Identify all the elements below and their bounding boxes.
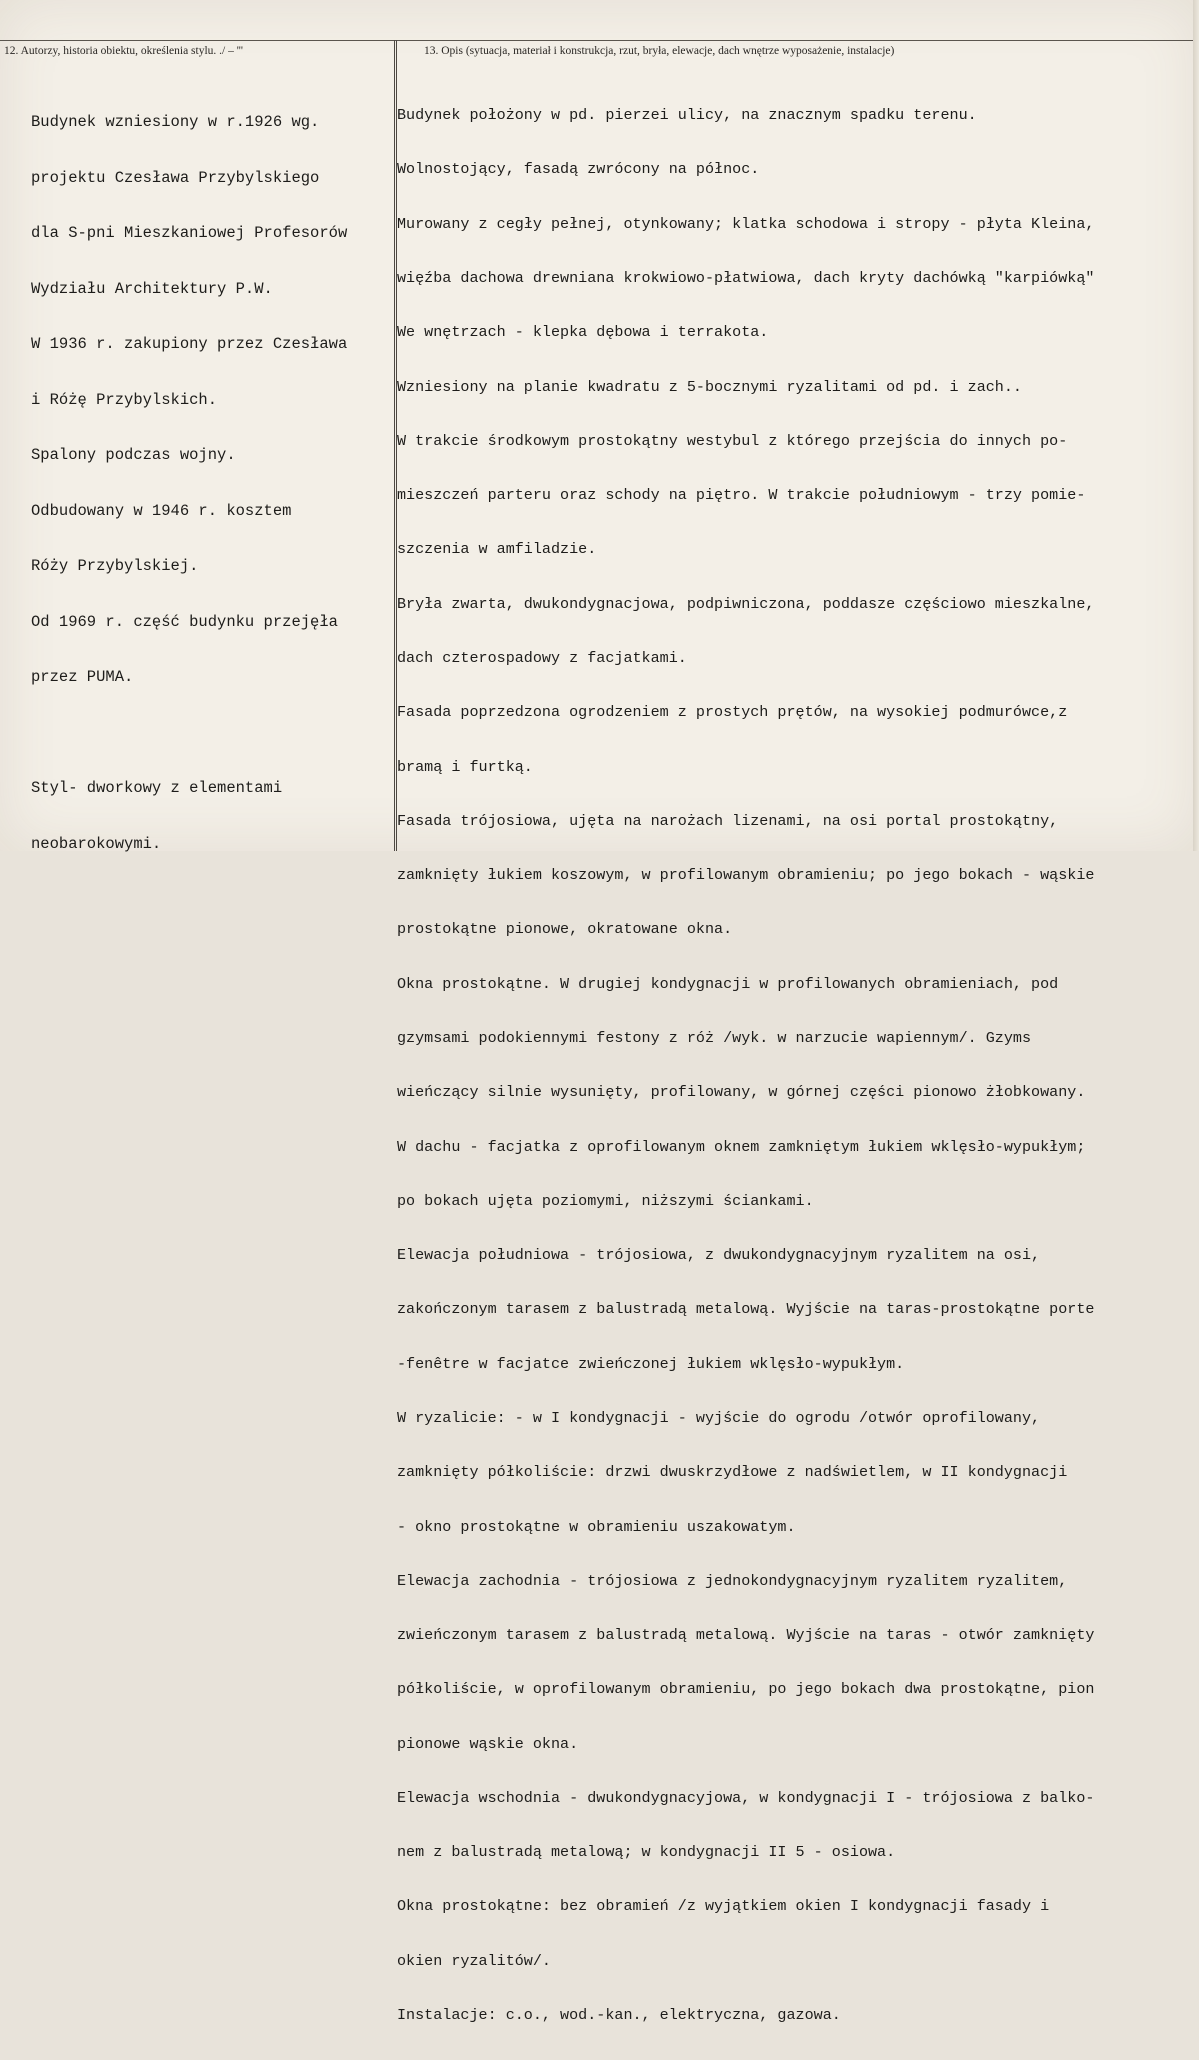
history-line: i Różę Przybylskich. xyxy=(31,390,218,409)
history-line: Styl- dworkowy z elementami xyxy=(31,779,283,797)
history-line: Wydziału Architektury P.W. xyxy=(31,279,273,298)
description-line: więźba dachowa drewniana krokwiowo-płatwiowa, dach kryty dachówką "karpiówką" xyxy=(397,269,1095,288)
description-line: Elewacja wschodnia - dwukondygnacyjowa, w kondygnacji I - trójosiowa z balko- xyxy=(397,1788,1095,1807)
description-line: bramą i furtką. xyxy=(397,757,533,776)
description-line: W ryzalicie: - w I kondygnacji - wyjście do ogrodu /otwór oprofilowany, xyxy=(397,1408,1041,1427)
history-line: przez PUMA. xyxy=(31,668,134,686)
description-line: zamknięty łukiem koszowym, w profilowanym obramieniu; po jego bokach - wąskie xyxy=(397,866,1095,885)
description-line: zwieńczonym tarasem z balustradą metalową. Wyjście na taras - otwór zamknięty xyxy=(397,1626,1095,1645)
description-line: wieńczący silnie wysunięty, profilowany, w górnej części pionowo żłobkowany. xyxy=(397,1083,1086,1102)
description-line: prostokątne pionowe, okratowane okna. xyxy=(397,920,733,939)
history-line: projektu Czesława Przybylskiego xyxy=(31,168,320,187)
history-line: dla S-pni Mieszkaniowej Profesorów xyxy=(31,224,348,242)
description-line: We wnętrzach - klepka dębowa i terrakota. xyxy=(397,323,769,342)
description-line: W trakcie środkowym prostokątny westybul z którego przejścia do innych po- xyxy=(397,431,1068,450)
description-line: okien ryzalitów/. xyxy=(397,1951,551,1970)
description-line: mieszczeń parteru oraz schody na piętro. W trakcie południowym - trzy pomie- xyxy=(397,486,1086,505)
description-line: dach czterospadowy z facjatkami. xyxy=(397,649,687,667)
description-line: Elewacja południowa - trójosiowa, z dwukondygnacyjnym ryzalitem na osi, xyxy=(397,1246,1041,1265)
description-line: zamknięty półkoliście: drzwi dwuskrzydłowe z nadświetlem, w II kondygnacji xyxy=(397,1463,1068,1482)
description-line: gzymsami podokiennymi festony z róż /wyk. w narzucie wapiennym/. Gzyms xyxy=(397,1028,1032,1047)
header-divider xyxy=(0,40,1199,41)
history-line: Róży Przybylskiej. xyxy=(31,557,199,575)
description-line: półkoliście, w oprofilowanym obramieniu, po jego bokach dwa prostokątne, pion xyxy=(397,1680,1095,1699)
description-line: pionowe wąskie okna. xyxy=(397,1734,579,1753)
description-line: Wolnostojący, fasadą zwrócony na północ. xyxy=(397,160,760,179)
right-column-header: 13. Opis (sytuacja, materiał i konstrukcja, rzut, bryła, elewacje, dach wnętrze wyposażenie, instalacje) xyxy=(424,45,895,57)
history-text xyxy=(31,76,347,890)
description-line: Wzniesiony na planie kwadratu z 5-bocznymi ryzalitami od pd. i zach.. xyxy=(397,377,1022,396)
description-line: W dachu - facjatka z oprofilowanym oknem zamkniętym łukiem wklęsło-wypukłym; xyxy=(397,1137,1086,1156)
description-text xyxy=(397,70,1094,2060)
history-line: Odbudowany w 1946 r. kosztem xyxy=(31,501,292,520)
description-line: Murowany z cegły pełnej, otynkowany; klatka schodowa i stropy - płyta Kleina, xyxy=(397,214,1095,233)
description-line: Okna prostokątne: bez obramień /z wyjątkiem okien I kondygnacji fasady i xyxy=(397,1897,1050,1916)
description-line: po bokach ujęta poziomymi, niższymi ściankami. xyxy=(397,1191,814,1210)
history-line: Spalony podczas wojny. xyxy=(31,446,236,464)
description-line: nem z balustradą metalową; w kondygnacji II 5 - osiowa. xyxy=(397,1843,896,1862)
description-line: szczenia w amfiladzie. xyxy=(397,540,597,559)
left-column-header: 12. Autorzy, historia obiektu, określenia stylu. ./ – ''' xyxy=(4,45,243,57)
history-line: neobarokowymi. xyxy=(31,834,162,853)
history-line: Budynek wzniesiony w r.1926 wg. xyxy=(31,113,320,131)
description-line: -fenêtre w facjatce zwieńczonej łukiem wklęsło-wypukłym. xyxy=(397,1354,905,1373)
description-line: Elewacja zachodnia - trójosiowa z jednokondygnacyjnym ryzalitem ryzalitem, xyxy=(397,1571,1068,1590)
description-line: Fasada poprzedzona ogrodzeniem z prostych prętów, na wysokiej podmurówce,z xyxy=(397,703,1068,722)
description-line: Okna prostokątne. W drugiej kondygnacji w profilowanych obramieniach, pod xyxy=(397,974,1059,993)
history-line-blank xyxy=(31,724,347,743)
description-line: Budynek położony w pd. pierzei ulicy, na znacznym spadku terenu. xyxy=(397,106,977,125)
description-line: Fasada trójosiowa, ujęta na narożach lizenami, na osi portal prostokątny, xyxy=(397,811,1059,830)
column-divider xyxy=(394,40,395,851)
description-line: zakończonym tarasem z balustradą metalową. Wyjście na taras-prostokątne porte xyxy=(397,1300,1095,1319)
history-line: Od 1969 r. część budynku przejęła xyxy=(31,612,338,631)
description-line: Bryła zwarta, dwukondygnacjowa, podpiwniczona, poddasze częściowo mieszkalne, xyxy=(397,594,1095,613)
history-line: W 1936 r. zakupiony przez Czesława xyxy=(31,335,348,353)
page-edge xyxy=(1193,0,1199,851)
description-line: Instalacje: c.o., wod.-kan., elektryczna, gazowa. xyxy=(397,2006,841,2025)
description-line: - okno prostokątne w obramieniu uszakowatym. xyxy=(397,1517,796,1536)
